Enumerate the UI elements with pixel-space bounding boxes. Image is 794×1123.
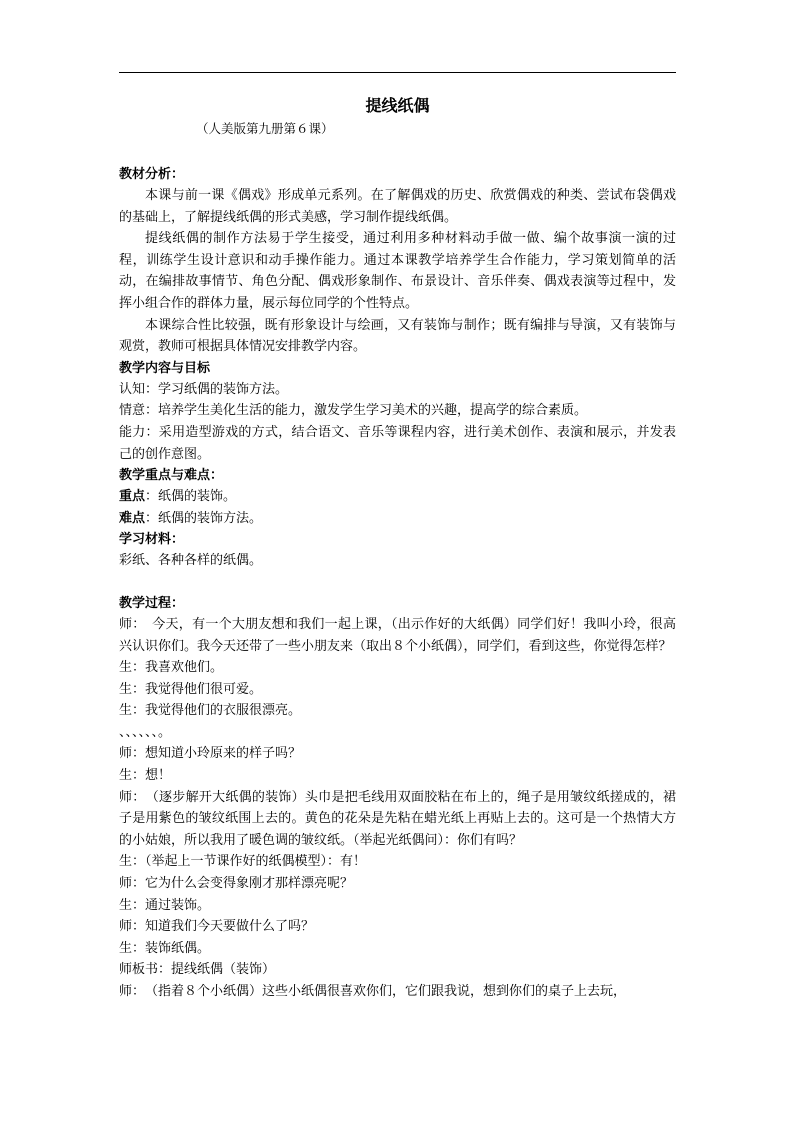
dialogue-line: 生：我喜欢他们。 — [119, 660, 224, 676]
materials-text: 彩纸、各种各样的纸偶。 — [119, 553, 263, 569]
dialogue-line: 师：想知道小玲原来的样子吗？ — [119, 746, 302, 762]
dialogue-line: 、、、、、、。 — [119, 724, 172, 740]
materials-heading: 学习材料： — [119, 532, 185, 548]
document-subtitle: （人美版第九册第６课） — [196, 121, 334, 136]
process-heading: 教学过程： — [119, 595, 185, 611]
dialogue-line: 生：我觉得他们的衣服很漂亮。 — [119, 703, 302, 719]
key-point-line — [119, 486, 676, 508]
difficult-point-text: ：纸偶的装饰方法。 — [145, 510, 263, 526]
dialogue-line: 生：（举起上一节课作好的纸偶模型）：有！ — [119, 854, 367, 870]
objective-line: 认知：学习纸偶的装饰方法。 — [119, 381, 289, 397]
header-rule — [119, 72, 676, 73]
objective-line: 能力：采用造型游戏的方式，结合语文、音乐等课程内容，进行美术创作、表演和展示，并发表己的创作意图。 — [119, 424, 676, 462]
analysis-paragraph: 提线纸偶的制作方法易于学生接受，通过利用多种材料动手做一做、编个故事演一演的过程，训练学生设计意识和动手操作能力。通过本课教学培养学生合作能力，学习策划简单的活动，在编排故事情节、角色分配、偶戏形象制作、布景设计、音乐伴奏、偶戏表演等过程中，发挥小组合作的群体力量，展示每位同学的个性特点。 — [119, 231, 676, 311]
dialogue-line: 师： （逐步解开大纸偶的装饰）头巾是把毛线用双面胶粘在布上的，绳子是用皱纹纸搓成的，裙子是用紫色的皱纹纸围上去的。黄色的花朵是先粘在蜡光纸上再贴上去的。这可是一个热情大方的小姑娘，所以我用了暖色调的皱纹纸。（举起光纸偶问）：你们有吗？ — [119, 789, 676, 848]
dialogue-line: 生：我觉得他们很可爱。 — [119, 681, 263, 697]
difficult-point-line — [119, 508, 676, 530]
dialogue-line: 生：装饰纸偶。 — [119, 940, 211, 956]
dialogue-line: 生：想！ — [119, 768, 172, 784]
analysis-paragraph: 本课与前一课《偶戏》形成单元系列。在了解偶戏的历史、欣赏偶戏的种类、尝试布袋偶戏的基础上，了解提线纸偶的形式美感，学习制作提线纸偶。 — [119, 188, 676, 225]
document-title: 提线纸偶 — [365, 96, 430, 115]
keypoints-heading: 教学重点与难点： — [119, 468, 224, 484]
dialogue-line: 师板书：提线纸偶（装饰） — [119, 962, 276, 978]
objectives-heading: 教学内容与目标 — [119, 360, 211, 376]
key-point-text: ：纸偶的装饰。 — [145, 489, 237, 505]
objective-line: 情意：培养学生美化生活的能力，激发学生学习美术的兴趣，提高学的综合素质。 — [119, 403, 588, 419]
difficult-point-label: 难点 — [119, 510, 146, 526]
dialogue-line: 师：知道我们今天要做什么了吗？ — [119, 919, 315, 935]
dialogue-line: 师： （指着８个小纸偶）这些小纸偶很喜欢你们，它们跟我说，想到你们的桌子上去玩， — [119, 984, 627, 999]
analysis-heading: 教材分析： — [119, 167, 185, 182]
dialogue-line: 生：通过装饰。 — [119, 897, 211, 913]
analysis-paragraph: 本课综合性比较强，既有形象设计与绘画，又有装饰与制作；既有编排与导演，又有装饰与观赏，教师可根据具体情况安排教学内容。 — [119, 317, 676, 355]
dialogue-line: 师：它为什么会变得象刚才那样漂亮呢？ — [119, 876, 354, 892]
document-page — [119, 94, 676, 1003]
dialogue-line: 师： 今天，有一个大朋友想和我们一起上课，（出示作好的大纸偶）同学们好！我叫小玲，很高兴认识你们。我今天还带了一些小朋友来（取出８个小纸偶），同学们，看到这些，你觉得怎样？ — [119, 616, 676, 654]
key-point-label: 重点 — [119, 489, 146, 505]
